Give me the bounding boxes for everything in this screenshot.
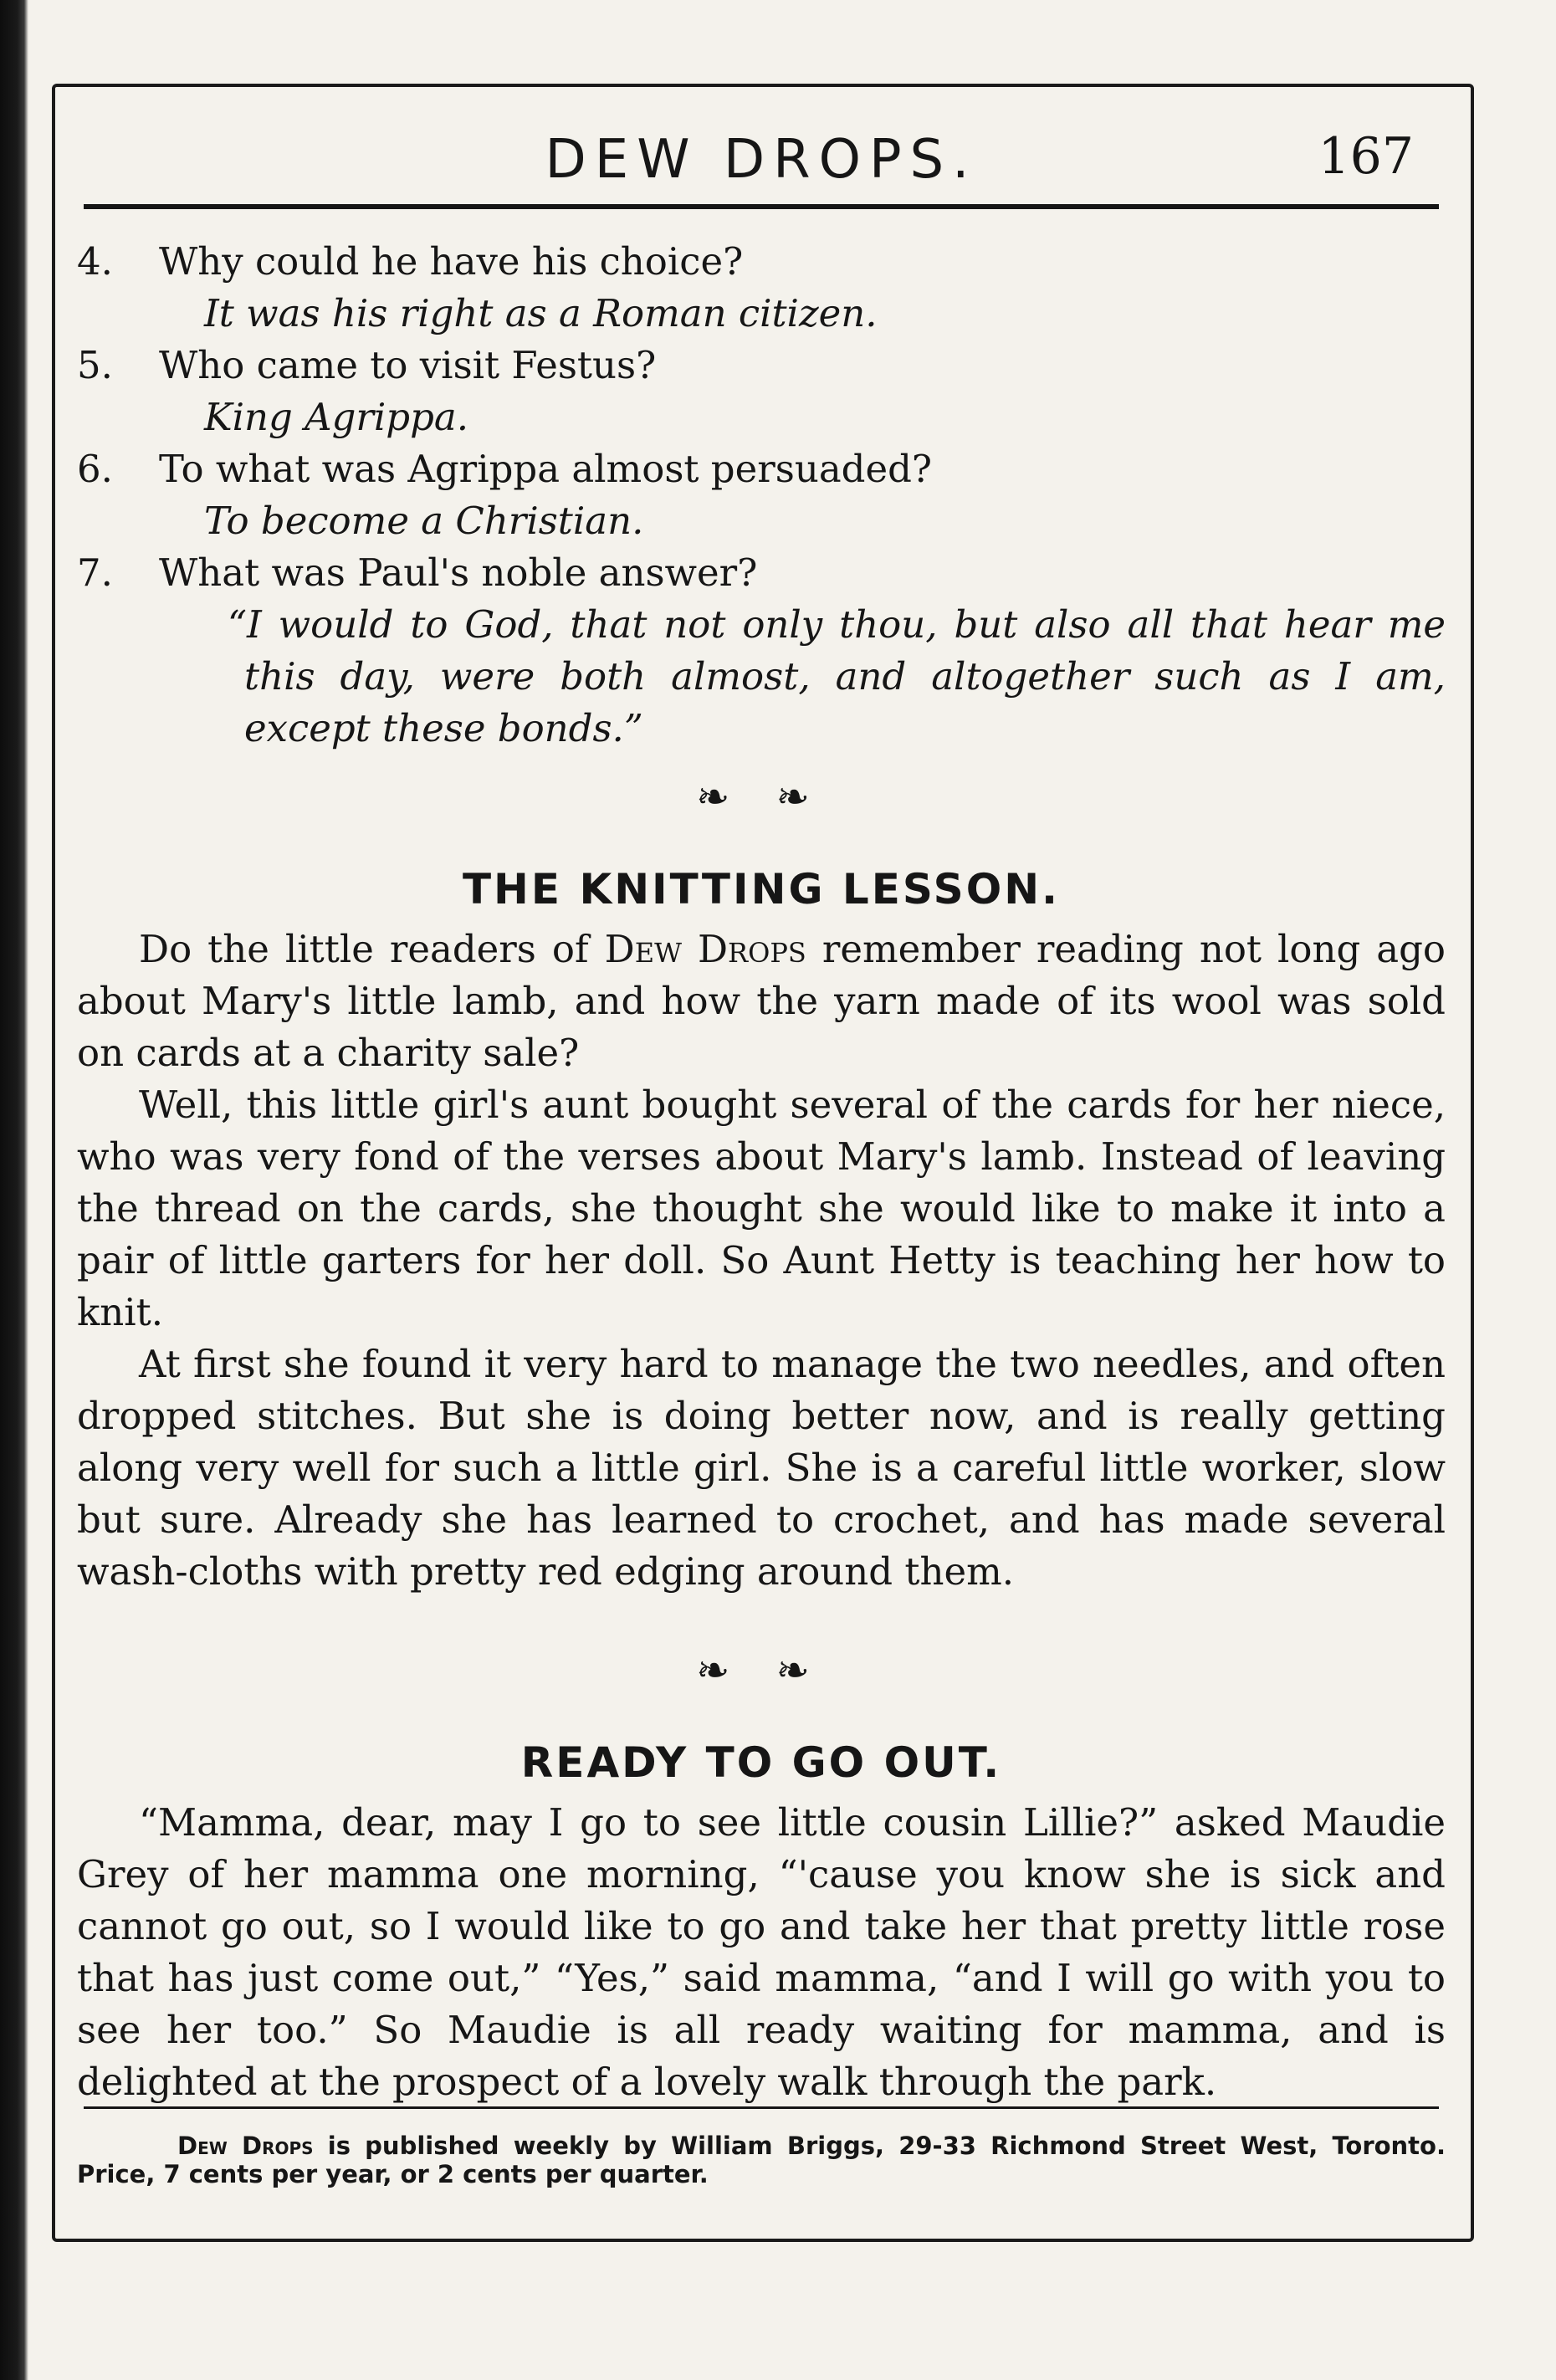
header-rule [84, 204, 1439, 209]
question-text: Who came to visit Festus? [159, 343, 657, 387]
footer-publication-name: Dew Drops [177, 2132, 314, 2160]
ready-paragraph-1: “Mamma, dear, may I go to see little cousin Lillie?” asked Maudie Grey of her mamma one morning, “'cause you know she is sick and cannot go out, so I would like to go and take her that pretty little rose that has just come out,” “Yes,” said mamma, “and I will go with you to see her too.” So Maudie is all ready waiting for mamma, and is delighted at the prospect of a lovely walk through the park. [77, 1800, 1446, 2104]
footer-text: is published weekly by William Briggs, 29-33 Richmond Street West, Toronto. Price, 7 cents per year, or 2 cents per quarter. [77, 2132, 1446, 2188]
section-ornament: ❧ ❧ [696, 1647, 827, 1694]
answer-6: To become a Christian. [204, 499, 644, 543]
section-ornament: ❧ ❧ [696, 774, 827, 821]
knitting-paragraph-1-start: Do the little readers of [139, 927, 605, 971]
page-content [77, 236, 1446, 2108]
publisher-footer [77, 2132, 1446, 2188]
question-6 [77, 443, 1446, 495]
question-number: 6. [77, 447, 113, 491]
answer-7: “I would to God, that not only thou, but also all that hear me this day, were both almost, and altogether such as I am, except these bonds.” [228, 602, 1446, 750]
question-text: What was Paul's noble answer? [159, 550, 758, 595]
question-answer-list [77, 236, 1446, 755]
question-4 [77, 236, 1446, 288]
question-7 [77, 547, 1446, 599]
running-title: DEW DROPS. [545, 129, 978, 191]
knitting-paragraph-1 [77, 924, 1446, 1079]
section-title-ready: READY TO GO OUT. [520, 1738, 1002, 1787]
footer-rule [84, 2106, 1439, 2109]
knitting-paragraph-3: At first she found it very hard to manage the two needles, and often dropped stitches. But she is doing better now, and is really getting along very well for such a little girl. She is a careful little worker, slow but sure. Already she has learned to crochet, and has made several wash-cloths with pretty red edging around them. [77, 1342, 1446, 1594]
knitting-paragraph-2: Well, this little girl's aunt bought several of the cards for her niece, who was very fond of the verses about Mary's lamb. Instead of leaving the thread on the cards, she thought she would like to make it into a pair of little garters for her doll. So Aunt Hetty is teaching her how to knit. [77, 1083, 1446, 1334]
question-text: Why could he have his choice? [159, 239, 744, 284]
answer-5: King Agrippa. [204, 395, 469, 439]
book-binding-edge [0, 0, 28, 2380]
page-header [84, 117, 1439, 201]
knitting-paragraph-1-end: remember reading not long ago about Mary's little lamb, and how the yarn made of its wool was sold on cards at a charity sale? [77, 927, 1446, 1075]
question-number: 5. [77, 343, 113, 387]
section-title-knitting: THE KNITTING LESSON. [462, 865, 1061, 914]
question-5 [77, 340, 1446, 392]
question-text: To what was Agrippa almost persuaded? [159, 447, 933, 491]
page-number: 167 [1318, 127, 1414, 186]
question-number: 7. [77, 550, 113, 595]
publication-name: Dew Drops [604, 927, 806, 971]
question-number: 4. [77, 239, 113, 284]
answer-4: It was his right as a Roman citizen. [204, 291, 878, 335]
